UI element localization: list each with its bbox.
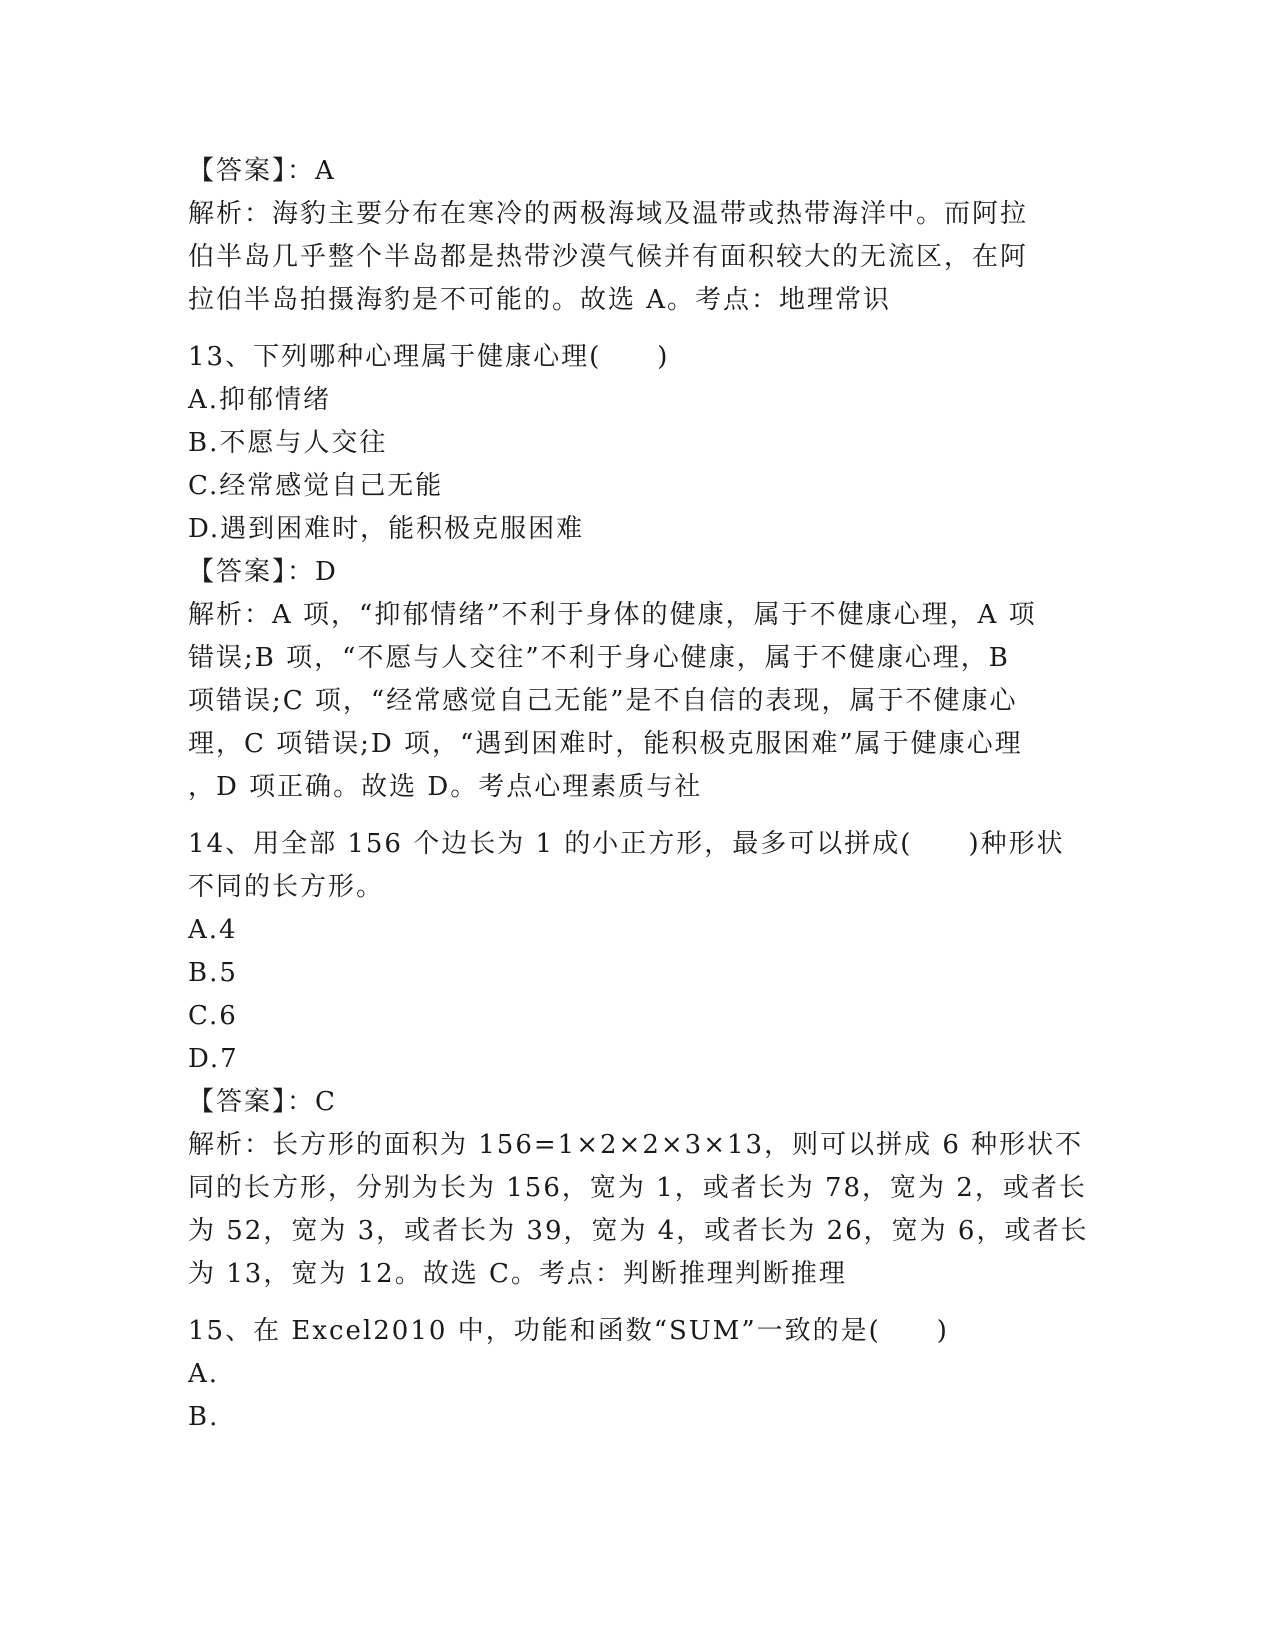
- analysis-line: 项错误;C 项，“经常感觉自己无能”是不自信的表现，属于不健康心: [188, 686, 1018, 716]
- analysis-line: 拉伯半岛拍摄海豹是不可能的。故选 A。考点：地理常识: [188, 285, 892, 315]
- analysis-line: 理，C 项错误;D 项，“遇到困难时，能积极克服困难”属于健康心理: [188, 729, 1023, 759]
- analysis-line: 错误;B 项，“不愿与人交往”不利于身心健康，属于不健康心理，B: [188, 643, 1010, 673]
- option-b: B.5: [188, 958, 238, 988]
- document-page: [188, 150, 1088, 1439]
- answer-line: 【答案】：A: [188, 156, 336, 186]
- analysis-line: 同的长方形，分别为长为 156，宽为 1，或者长为 78，宽为 2，或者长: [188, 1173, 1087, 1203]
- question-14-cont: 不同的长方形。: [188, 872, 385, 902]
- option-c: C.6: [188, 1001, 238, 1031]
- analysis-line: 解析：海豹主要分布在寒冷的两极海域及温带或热带海洋中。而阿拉: [188, 199, 1029, 229]
- analysis-line: 解析：A 项，“抑郁情绪”不利于身体的健康，属于不健康心理，A 项: [188, 600, 1037, 630]
- option-b: B.: [188, 1402, 220, 1432]
- option-b: B.不愿与人交往: [188, 428, 388, 458]
- option-a: A.: [188, 1359, 220, 1389]
- analysis-line: 为 52，宽为 3，或者长为 39，宽为 4，或者长为 26，宽为 6，或者长: [188, 1216, 1089, 1246]
- question-14: 14、用全部 156 个边长为 1 的小正方形，最多可以拼成( )种形状: [188, 829, 1065, 859]
- option-d: D.7: [188, 1044, 239, 1074]
- option-d: D.遇到困难时，能积极克服困难: [188, 514, 585, 544]
- question-15: 15、在 Excel2010 中，功能和函数“SUM”一致的是( ): [188, 1316, 949, 1346]
- option-a: A.抑郁情绪: [188, 385, 332, 415]
- analysis-line: 为 13，宽为 12。故选 C。考点：判断推理判断推理: [188, 1259, 847, 1289]
- analysis-line: ，D 项正确。故选 D。考点心理素质与社: [188, 772, 703, 802]
- question-13: 13、下列哪种心理属于健康心理( ): [188, 342, 670, 372]
- option-c: C.经常感觉自己无能: [188, 471, 444, 501]
- answer-line: 【答案】：C: [188, 1087, 337, 1117]
- analysis-line: 解析：长方形的面积为 156=1×2×2×3×13，则可以拼成 6 种形状不: [188, 1130, 1084, 1160]
- answer-line: 【答案】：D: [188, 557, 338, 587]
- option-a: A.4: [188, 915, 238, 945]
- analysis-line: 伯半岛几乎整个半岛都是热带沙漠气候并有面积较大的无流区，在阿: [188, 242, 1029, 272]
